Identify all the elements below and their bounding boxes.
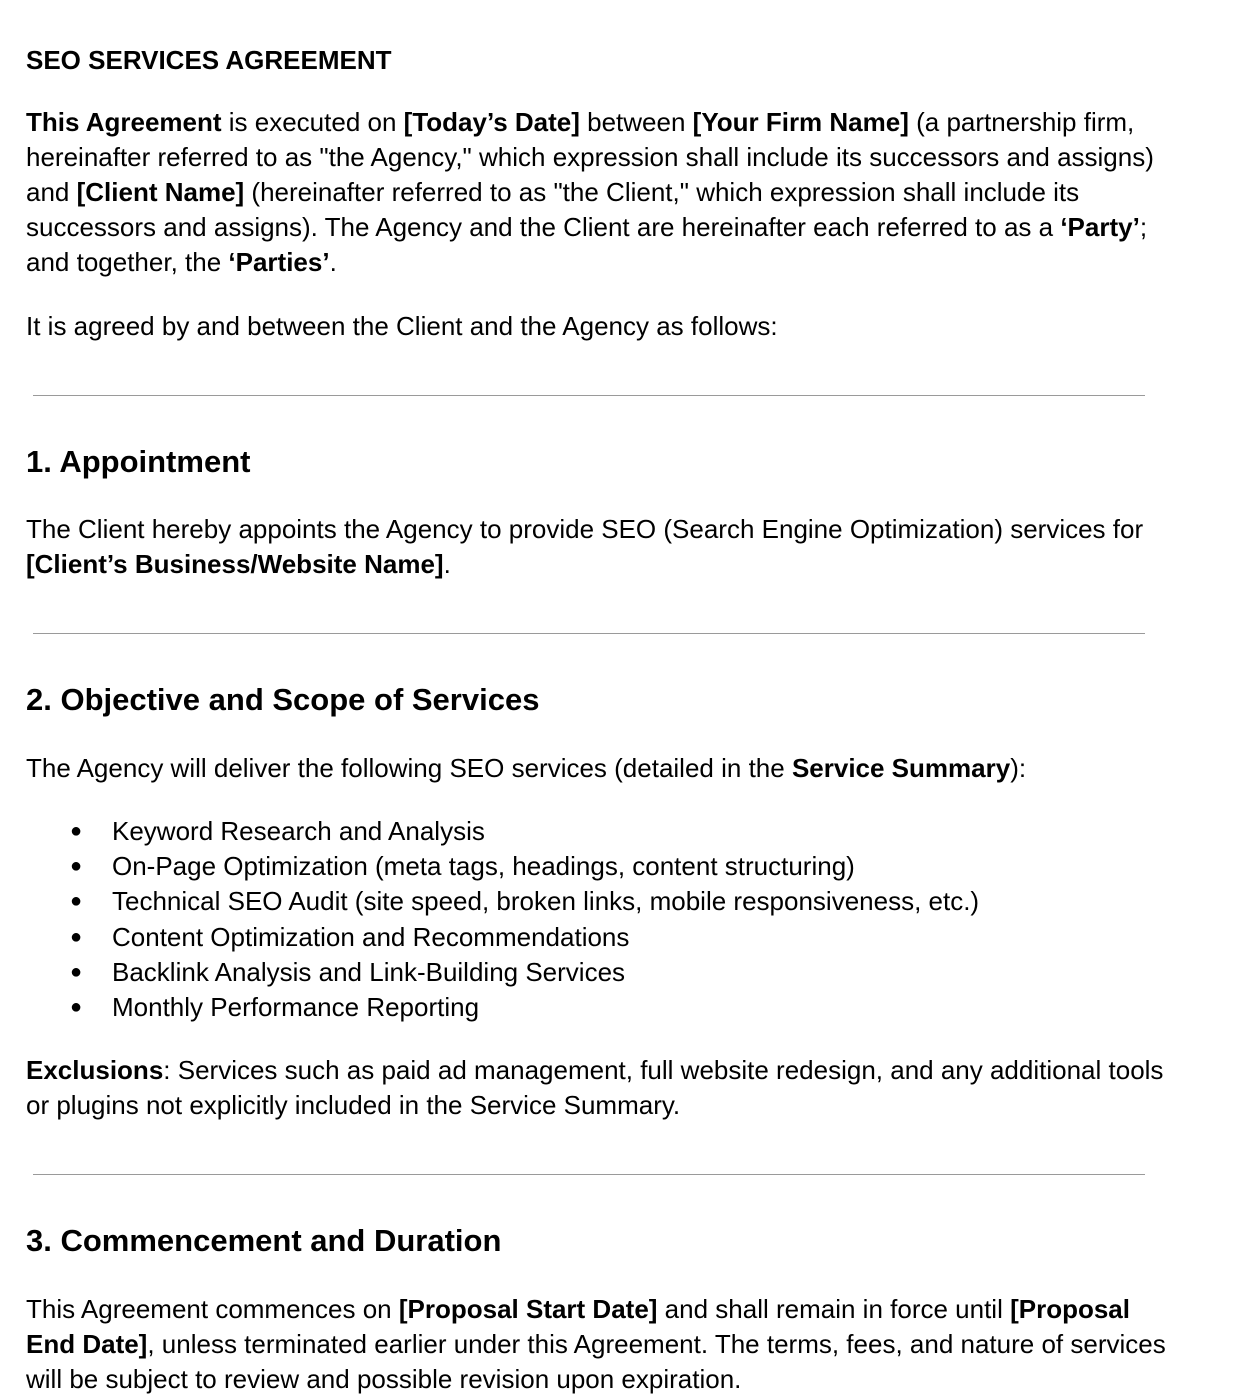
section-heading-appointment: 1. Appointment: [26, 444, 251, 479]
section-divider: [33, 395, 1145, 396]
list-item: ● Monthly Performance Reporting: [26, 990, 979, 1025]
term-exclusions: Exclusions: [26, 1055, 164, 1085]
bullet-icon: ●: [70, 960, 83, 983]
bullet-icon: ●: [70, 820, 83, 842]
bullet-icon: ●: [70, 996, 83, 1019]
section-divider: [33, 1174, 1145, 1175]
placeholder-proposal-end-date: [Proposal End Date]: [26, 1294, 1130, 1359]
bullet-icon: ●: [70, 890, 83, 913]
term-parties: ‘Parties’: [228, 247, 330, 277]
placeholder-proposal-start-date: [Proposal Start Date]: [398, 1294, 658, 1324]
section-divider: [33, 633, 1145, 634]
term-service-summary: Service Summary: [791, 753, 1011, 783]
agreement-statement: It is agreed by and between the Client and the Agency as follows:: [26, 311, 778, 341]
document-title: SEO SERVICES AGREEMENT: [26, 45, 392, 75]
bullet-icon: ●: [70, 855, 83, 878]
list-item: ● Content Optimization and Recommendations: [26, 920, 979, 955]
section-heading-scope: 2. Objective and Scope of Services: [26, 682, 540, 717]
exclusions-paragraph: Exclusions: Services such as paid ad management, full website redesign, and any additional tools or plugins not explicitly included in the Service Summary.: [26, 1055, 1164, 1120]
appointment-paragraph: The Client hereby appoints the Agency to provide SEO (Search Engine Optimization) services for [Client’s Business/Website Name].: [26, 514, 1144, 579]
list-item: ● Backlink Analysis and Link-Building Services: [26, 955, 979, 990]
list-item: ● Technical SEO Audit (site speed, broken links, mobile responsiveness, etc.): [26, 884, 979, 919]
placeholder-client-business-name: [Client’s Business/Website Name]: [26, 549, 444, 579]
list-item: ● On-Page Optimization (meta tags, headings, content structuring): [26, 849, 979, 884]
list-item: ● Keyword Research and Analysis: [26, 814, 979, 849]
placeholder-firm-name: [Your Firm Name]: [692, 107, 909, 137]
intro-paragraph: This Agreement is executed on [Today’s Date] between [Your Firm Name] (a partnership firm, hereinafter referred to as "the Agency," which expression shall include its successors and assigns) and [Client Name] (hereinafter referred to as "the Client," which expression shall include its successors and assigns). The Agency and the Client are hereinafter each referred to as a ‘Party’; and together, the ‘Parties’.: [26, 107, 1154, 277]
term-party: ‘Party’: [1060, 212, 1140, 242]
section-heading-commencement: 3. Commencement and Duration: [26, 1223, 502, 1258]
bullet-icon: ●: [70, 925, 83, 948]
services-list: [26, 814, 979, 1025]
scope-lead-paragraph: The Agency will deliver the following SEO services (detailed in the Service Summary):: [26, 753, 1027, 783]
commencement-paragraph: This Agreement commences on [Proposal Start Date] and shall remain in force until [Proposal End Date], unless terminated earlier under this Agreement. The terms, fees, and nature of services will be subject to review and possible revision upon expiration.: [26, 1294, 1166, 1394]
placeholder-client-name: [Client Name]: [76, 177, 245, 207]
intro-this-agreement: This Agreement: [26, 107, 222, 137]
placeholder-todays-date: [Today’s Date]: [403, 107, 580, 137]
